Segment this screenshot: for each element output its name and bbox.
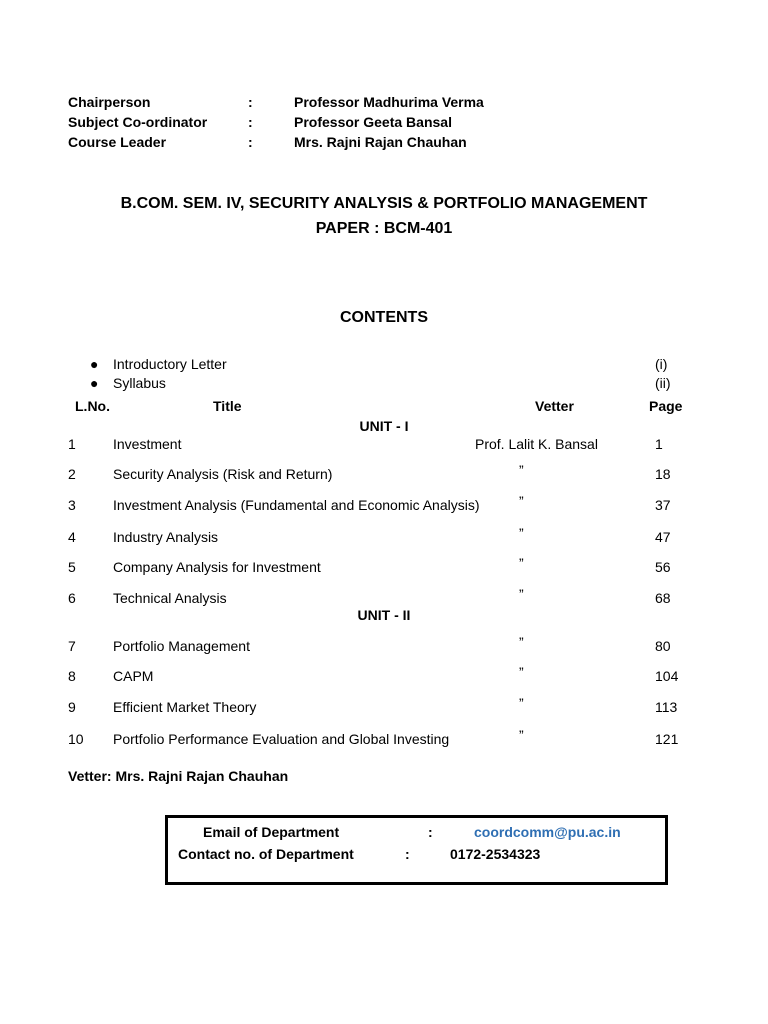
lesson-number: 9 xyxy=(68,699,76,715)
bullet-page: (i) xyxy=(655,356,668,372)
table-row xyxy=(0,462,768,486)
lesson-vetter: ” xyxy=(519,555,524,571)
lesson-page: 121 xyxy=(655,731,679,747)
staff-colon: : xyxy=(248,94,253,110)
lesson-vetter: Prof. Lalit K. Bansal xyxy=(475,436,598,452)
lesson-number: 4 xyxy=(68,529,76,545)
lesson-page: 68 xyxy=(655,590,671,606)
paper-code: PAPER : BCM-401 xyxy=(315,220,453,237)
bullet-label: Introductory Letter xyxy=(113,356,227,372)
lesson-number: 2 xyxy=(68,466,76,482)
unit-heading: UNIT - II xyxy=(357,607,411,623)
vetter-note: Vetter: Mrs. Rajni Rajan Chauhan xyxy=(68,768,289,784)
lesson-number: 7 xyxy=(68,638,76,654)
staff-row-course-leader xyxy=(68,134,708,154)
lesson-title: Technical Analysis xyxy=(113,590,227,606)
staff-row-chairperson xyxy=(68,94,708,114)
bullet-icon: ● xyxy=(90,356,99,372)
bullet-page: (ii) xyxy=(655,375,671,391)
lesson-number: 5 xyxy=(68,559,76,575)
table-row xyxy=(0,727,768,751)
staff-row-coordinator xyxy=(68,114,708,134)
table-row xyxy=(0,436,768,456)
table-row xyxy=(0,555,768,579)
column-header-vetter: Vetter xyxy=(535,398,574,414)
lesson-page: 1 xyxy=(655,436,663,452)
bullet-icon: ● xyxy=(90,375,99,391)
staff-name: Mrs. Rajni Rajan Chauhan xyxy=(294,134,467,150)
lesson-title: Industry Analysis xyxy=(113,529,219,545)
column-header-title: Title xyxy=(213,398,242,414)
staff-name: Professor Madhurima Verma xyxy=(294,94,484,110)
table-row xyxy=(0,525,768,549)
unit-heading: UNIT - I xyxy=(359,418,409,434)
lesson-number: 3 xyxy=(68,497,76,513)
lesson-vetter: ” xyxy=(519,586,524,602)
lesson-vetter: ” xyxy=(519,664,524,680)
lesson-vetter: ” xyxy=(519,634,524,650)
lesson-number: 8 xyxy=(68,668,76,684)
lesson-vetter: ” xyxy=(519,727,524,743)
column-header-page: Page xyxy=(649,398,683,414)
staff-name: Professor Geeta Bansal xyxy=(294,114,452,130)
lesson-vetter: ” xyxy=(519,462,524,478)
lesson-number: 10 xyxy=(68,731,84,747)
lesson-number: 1 xyxy=(68,436,76,452)
contents-heading: CONTENTS xyxy=(340,309,428,326)
staff-role: Subject Co-ordinator xyxy=(68,114,208,130)
lesson-vetter: ” xyxy=(519,493,524,509)
lesson-title: Portfolio Management xyxy=(113,638,250,654)
bullet-item-introductory-letter xyxy=(90,356,680,374)
lesson-title: Investment xyxy=(113,436,182,452)
lesson-title: Security Analysis (Risk and Return) xyxy=(113,466,333,482)
lesson-page: 56 xyxy=(655,559,671,575)
lesson-title: CAPM xyxy=(113,668,154,684)
email-colon: : xyxy=(428,824,433,840)
table-row xyxy=(0,493,768,517)
table-row xyxy=(0,695,768,719)
bullet-item-syllabus xyxy=(90,375,680,393)
email-link[interactable]: coordcomm@pu.ac.in xyxy=(474,824,621,840)
lesson-title: Efficient Market Theory xyxy=(113,699,257,715)
course-title: B.COM. SEM. IV, SECURITY ANALYSIS & PORTFOLIO MANAGEMENT xyxy=(120,195,648,212)
lesson-number: 6 xyxy=(68,590,76,606)
lesson-page: 80 xyxy=(655,638,671,654)
phone-colon: : xyxy=(405,846,410,862)
lesson-page: 113 xyxy=(655,699,678,715)
phone-number: 0172-2534323 xyxy=(450,846,541,862)
staff-colon: : xyxy=(248,134,253,150)
table-row xyxy=(0,634,768,658)
lesson-page: 104 xyxy=(655,668,679,684)
staff-colon: : xyxy=(248,114,253,130)
table-row xyxy=(0,664,768,688)
email-label: Email of Department xyxy=(203,824,340,840)
lesson-page: 37 xyxy=(655,497,671,513)
lesson-title: Portfolio Performance Evaluation and Global Investing xyxy=(113,731,450,747)
lesson-page: 18 xyxy=(655,466,671,482)
phone-label: Contact no. of Department xyxy=(178,846,354,862)
lesson-vetter: ” xyxy=(519,695,524,711)
staff-role: Chairperson xyxy=(68,94,151,110)
lesson-vetter: ” xyxy=(519,525,524,541)
bullet-label: Syllabus xyxy=(113,375,166,391)
lesson-page: 47 xyxy=(655,529,671,545)
staff-role: Course Leader xyxy=(68,134,167,150)
lesson-title: Investment Analysis (Fundamental and Economic Analysis) xyxy=(113,497,480,513)
lesson-title: Company Analysis for Investment xyxy=(113,559,321,575)
column-header-lno: L.No. xyxy=(75,398,110,414)
contact-box xyxy=(165,815,668,885)
